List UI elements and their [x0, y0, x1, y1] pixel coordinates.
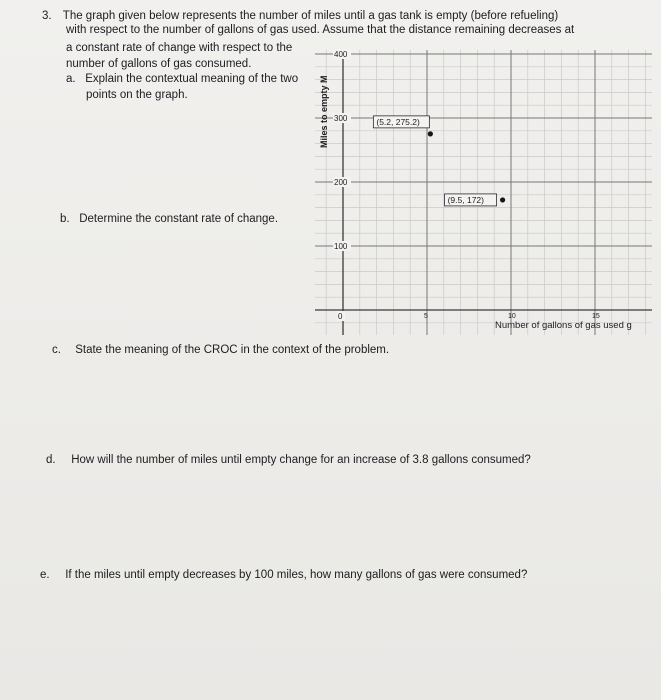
question-intro-text-2: with respect to the number of gallons of gas used. Assume that the distance remaining decreases at — [66, 24, 575, 36]
data-point-label-2: (9.5, 172) — [447, 194, 484, 205]
y-tick-label: 400 — [334, 50, 348, 59]
part-a-text-2: points on the graph. — [86, 89, 188, 101]
part-d-label: d. — [46, 454, 56, 466]
grid-minor-lines — [315, 50, 652, 335]
part-c-text: State the meaning of the CROC in the context of the problem. — [75, 344, 390, 356]
x-tick-label: 0 — [338, 312, 343, 321]
part-b-label: b. — [60, 213, 70, 225]
y-tick-label: 100 — [334, 242, 348, 251]
part-c-label: c. — [52, 344, 61, 356]
y-tick-label: 200 — [334, 178, 348, 187]
question-number: 3. — [42, 10, 52, 22]
part-e-text: If the miles until empty decreases by 100 miles, how many gallons of gas were consumed? — [65, 569, 528, 581]
data-point-1 — [428, 131, 433, 136]
question-intro-text-3: a constant rate of change with respect to the — [66, 42, 293, 54]
data-point-label-1: (5.2, 275.2) — [376, 116, 420, 127]
part-a-text-1: Explain the contextual meaning of the two — [85, 73, 299, 85]
part-b-text: Determine the constant rate of change. — [79, 213, 279, 225]
x-tick-label: 15 — [592, 313, 600, 320]
tick-labels — [333, 49, 600, 321]
x-tick-label: 10 — [508, 313, 516, 320]
part-d-text: How will the number of miles until empty change for an increase of 3.8 gallons consumed? — [71, 454, 531, 466]
y-axis-label: Miles to empty M — [319, 75, 329, 148]
question-intro-text-4: number of gallons of gas consumed. — [66, 58, 252, 70]
y-tick-label: 300 — [334, 114, 348, 123]
x-axis-label: Number of gallons of gas used g — [495, 320, 632, 331]
part-e-label: e. — [40, 569, 50, 581]
data-point-2 — [500, 197, 505, 202]
part-a-label: a. — [66, 73, 76, 85]
question-intro-text-1: The graph given below represents the number of miles until a gas tank is empty (before refueling) — [62, 10, 559, 22]
x-tick-label: 5 — [424, 313, 428, 320]
